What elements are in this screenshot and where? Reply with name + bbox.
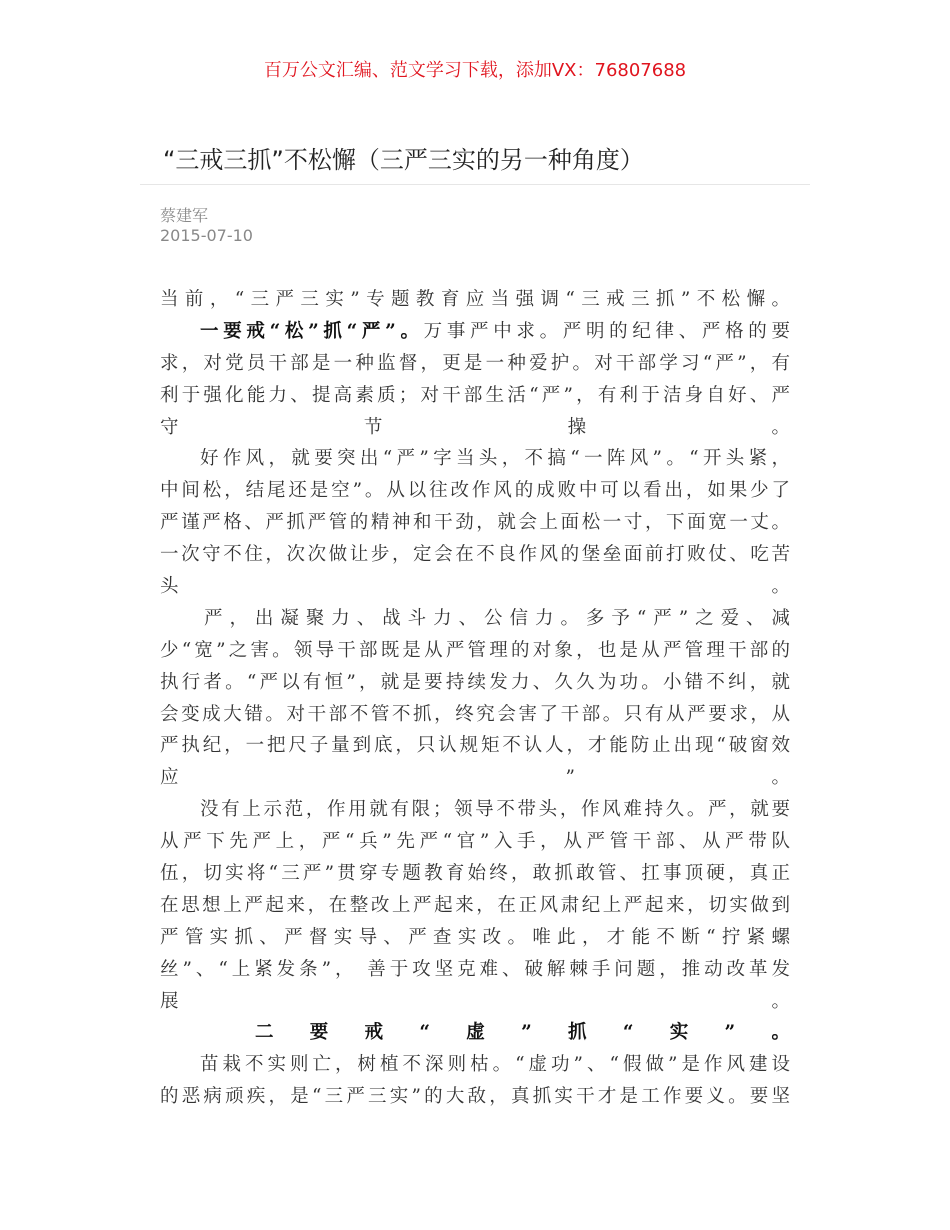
text-line: 当前，“三严三实”专题教育应当强调“三戒三抓”不松懈。 [160,289,790,310]
text-line: 严执纪，一把尺子量到底，只认规矩不认人，才能防止出现“破窗效 [160,735,790,757]
text-line: 执行者。“严以有恒”，就是要持续发力、久久为功。小错不纠，就 [160,671,790,693]
text-line: 利于强化能力、提高素质；对干部生活“严”，有利于洁身自好、严 [160,384,790,406]
text-line: 应 ” 。 [160,767,790,789]
text-line: 没有上示范，作用就有限；领导不带头，作风难持久。严，就要 [200,799,790,821]
text-line [160,316,790,348]
text-line: 在思想上严起来，在整改上严起来，在正风肃纪上严起来，切实做到 [160,894,790,916]
text-line: 的恶病顽疾，是“三严三实”的大敌，真抓实干才是工作要义。要坚 [160,1086,790,1108]
text-line: 严谨严格、严抓严管的精神和干劲，就会上面松一寸，下面宽一丈。 [160,512,790,534]
text-line: 展 。 [160,990,790,1012]
text-line: 中间松，结尾还是空”。从以往改作风的成败中可以看出，如果少了 [160,480,790,502]
text-line: 会变成大错。对干部不管不抓，终究会害了干部。只有从严要求，从 [160,703,790,725]
text-line: 苗栽不实则亡，树植不深则枯。“虚功”、“假做”是作风建设 [200,1054,790,1076]
text-line: 求，对党员干部是一种监督，更是一种爱护。对干部学习“严”，有 [160,352,790,374]
watermark-banner: 百万公文汇编、范文学习下载，添加VX：76807688 [263,60,687,81]
text-line: 一次守不住，次次做让步，定会在不良作风的堡垒面前打败仗、吃苦 [160,544,790,566]
text-line: 守 节 操 。 [160,416,790,438]
text-line: 从严下先严上，严“兵”先严“官”入手，从严管干部、从严带队 [160,831,790,853]
text-line: 伍，切实将“三严”贯穿专题教育始终，敢抓敢管、扛事顶硬，真正 [160,863,790,885]
text-line: 严，出凝聚力、战斗力、公信力。多予“严”之爱、减 [204,607,790,629]
title-divider [140,184,810,185]
author: 蔡建军 [160,206,209,225]
text-line: 好作风，就要突出“严”字当头，不搞“一阵风”。“开头紧， [200,448,790,470]
section-heading: 二要戒“虚”抓“实”。 [255,1022,790,1044]
article-body [160,284,790,1113]
section-heading: 一要戒“松”抓“严”。 [200,320,424,342]
text-line: 少“宽”之害。领导干部既是从严管理的对象，也是从严管理干部的 [160,639,790,661]
publish-date: 2015-07-10 [160,226,253,245]
text-line [160,1017,790,1049]
text-span: 万事严中求。严明的纪律、严格的要 [423,320,790,342]
text-line: 丝”、“上紧发条”， 善于攻坚克难、破解棘手问题，推动改革发 [160,958,790,980]
text-line: 严管实抓、严督实导、严查实改。唯此，才能不断“拧紧螺 [160,926,790,948]
article-title: “三戒三抓”不松懈（三严三实的另一种角度） [163,146,644,174]
text-line: 头 。 [160,576,790,598]
